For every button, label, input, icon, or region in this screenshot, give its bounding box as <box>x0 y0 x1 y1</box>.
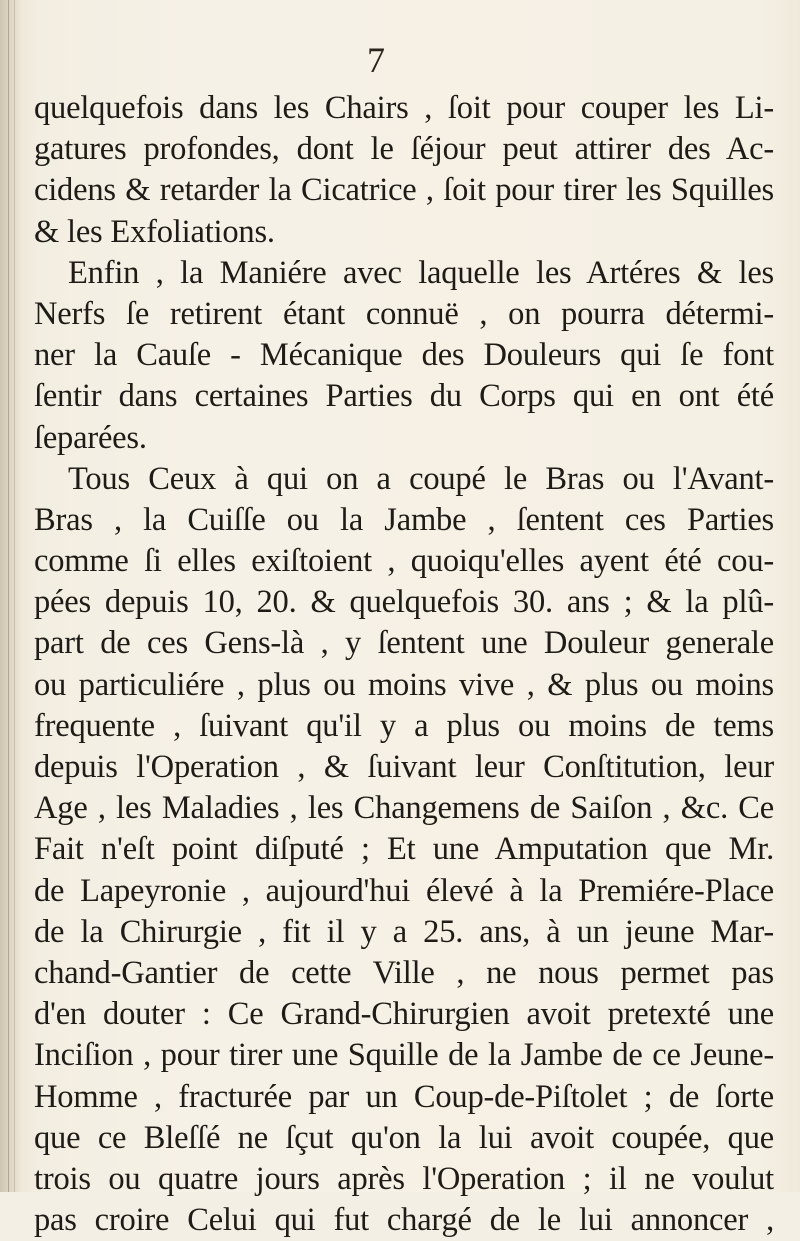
text-line: ner la Cauſe - Mécanique des Douleurs qui ſe font <box>34 337 774 374</box>
text-line: Enfin , la Maniére avec laquelle les Artéres & les <box>68 254 774 291</box>
text-line: gatures profondes, dont le ſéjour peut attirer des Ac- <box>34 131 774 168</box>
text-line: comme ſi elles exiſtoient , quoiqu'elles ayent été cou- <box>34 543 774 580</box>
text-line: de Lapeyronie , aujourd'hui élevé à la Premiére-Place <box>34 872 774 909</box>
text-line: ou particuliére , plus ou moins vive , & plus ou moins <box>34 666 774 703</box>
text-line: d'en douter : Ce Grand-Chirurgien avoit pretexté une <box>34 996 774 1033</box>
text-line: de la Chirurgie , fit il y a 25. ans, à un jeune Mar- <box>34 913 774 950</box>
text-line: Nerfs ſe retirent étant connuë , on pourra détermi- <box>34 295 774 332</box>
text-line: chand-Gantier de cette Ville , ne nous permet pas <box>34 954 774 991</box>
text-line: Tous Ceux à qui on a coupé le Bras ou l'Avant- <box>68 460 774 497</box>
text-line: Fait n'eſt point diſputé ; Et une Amputation que Mr. <box>34 831 774 868</box>
text-line: cidens & retarder la Cicatrice , ſoit pour tirer les Squilles <box>34 172 774 209</box>
text-line: part de ces Gens-là , y ſentent une Douleur generale <box>34 625 774 662</box>
text-line: Bras , la Cuiſſe ou la Jambe , ſentent ces Parties <box>34 501 774 538</box>
text-line: que ce Bleſſé ne ſçut qu'on la lui avoit coupée, que <box>34 1119 774 1156</box>
text-line: depuis l'Operation , & ſuivant leur Conſtitution, leur <box>34 749 774 785</box>
text-line: ſeparées. <box>34 419 147 456</box>
text-line: pas croire Celui qui fut chargé de le lui annoncer , <box>34 1202 774 1239</box>
body-text <box>34 88 774 1241</box>
binding-edge-line <box>14 0 15 1192</box>
text-line: frequente , ſuivant qu'il y a plus ou moins de tems <box>34 707 774 744</box>
text-line: quelquefois dans les Chairs , ſoit pour couper les Li- <box>34 90 774 126</box>
text-line: pées depuis 10, 20. & quelquefois 30. ans ; & la plû- <box>34 584 774 621</box>
binding-gutter-shadow <box>0 0 22 1192</box>
text-line: & les Exfoliations. <box>34 213 275 250</box>
text-line: ſentir dans certaines Parties du Corps qui en ont été <box>34 378 774 415</box>
text-line: Homme , fracturée par un Coup-de-Piſtolet ; de ſorte <box>34 1078 774 1115</box>
page-number: 7 <box>367 40 385 80</box>
text-line: trois ou quatre jours après l'Operation ; il ne voulut <box>34 1160 774 1197</box>
text-line: Age , les Maladies , les Changemens de Saiſon , &c. Ce <box>34 790 774 827</box>
binding-edge-line <box>8 0 9 1192</box>
text-line: Inciſion , pour tirer une Squille de la Jambe de ce Jeune- <box>34 1037 774 1074</box>
